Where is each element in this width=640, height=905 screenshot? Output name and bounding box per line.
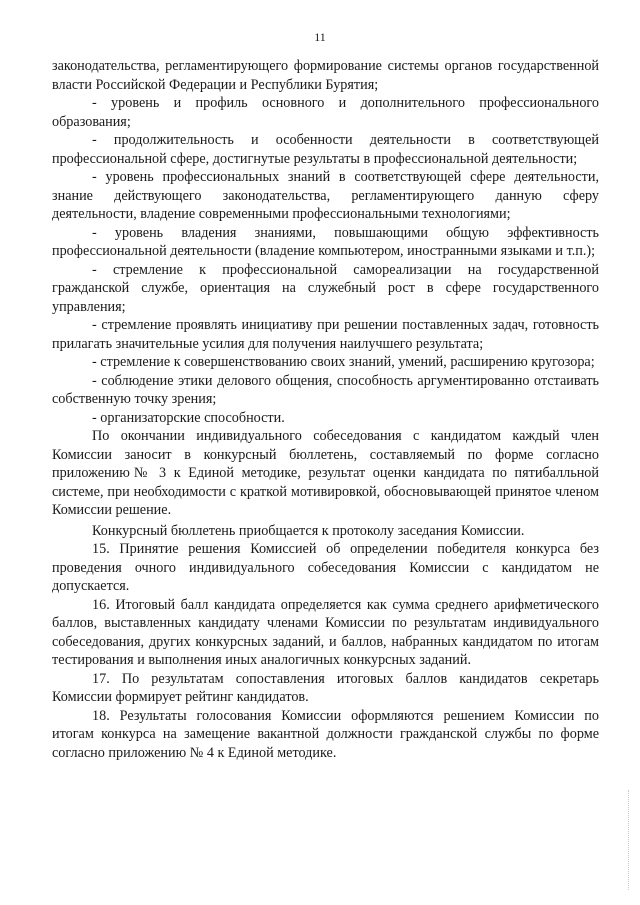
clause-16: 16. Итоговый балл кандидата определяется как сумма среднего арифметического баллов, выставленных кандидату членами Комиссии по результатам индивидуального собеседования, других конкурсных заданий, и баллов, набранных кандидатом по итогам тестирования и выполнения иных аналогичных конкурсных заданий. — [52, 596, 599, 668]
list-item-ethics: - соблюдение этики делового общения, способность аргументированно отстаивать собственную точку зрения; — [52, 372, 599, 407]
list-item-experience: - продолжительность и особенности деятельности в соответствующей профессиональной сфере, достигнутые результаты в профессиональной деятельности; — [52, 132, 599, 167]
clause-15: 15. Принятие решения Комиссией об определении победителя конкурса без проведения очного индивидуального собеседования Комиссии с кандидатом не допускается. — [52, 541, 599, 594]
list-item-skills: - уровень владения знаниями, повышающими общую эффективность профессиональной деятельности (владение компьютером, иностранными языками и т.п.); — [52, 224, 599, 259]
page-number: 11 — [314, 30, 326, 44]
clause-17: 17. По результатам сопоставления итоговых баллов кандидатов секретарь Комиссии формирует рейтинг кандидатов. — [52, 670, 599, 705]
list-item-self-realization: - стремление к профессиональной самореализации на государственной гражданской службе, ориентация на служебный рост в сфере государственного управления; — [52, 261, 599, 315]
list-item-self-improvement: - стремление к совершенствованию своих знаний, умений, расширению кругозора; — [92, 354, 595, 370]
list-item-initiative: - стремление проявлять инициативу при решении поставленных задач, готовность прилагать значительные усилия для получения наилучшего результата; — [52, 317, 599, 352]
clause-18: 18. Результаты голосования Комиссии оформляются решением Комиссии по итогам конкурса на замещение вакантной должности гражданской службы по форме согласно приложению № 4 к Единой методике. — [52, 707, 599, 761]
paragraph-ballot: По окончании индивидуального собеседования с кандидатом каждый член Комиссии заносит в конкурсный бюллетень, составляемый по форме согласно приложению№ 3 к Единой методике, результат оценки кандидата по пятибалльной системе, при необходимости с краткой мотивировкой, обосновывающей принятое членом Комиссии решение. — [52, 428, 599, 518]
document-body — [52, 57, 599, 762]
scan-edge-mark — [628, 790, 630, 890]
paragraph-ballot-attached: Конкурсный бюллетень приобщается к протоколу заседания Комиссии. — [92, 522, 525, 539]
paragraph-continuation: законодательства, регламентирующего формирование системы органов государственной власти Российской Федерации и Республики Бурятия; — [52, 58, 599, 93]
list-item-organization: - организаторские способности. — [92, 409, 285, 426]
list-item-education: - уровень и профиль основного и дополнительного профессионального образования; — [52, 95, 599, 130]
list-item-knowledge: - уровень профессиональных знаний в соответствующей сфере деятельности, знание действующего законодательства, регламентирующего данную сферу деятельности, владение современными профессиональными технологиями; — [52, 169, 599, 222]
